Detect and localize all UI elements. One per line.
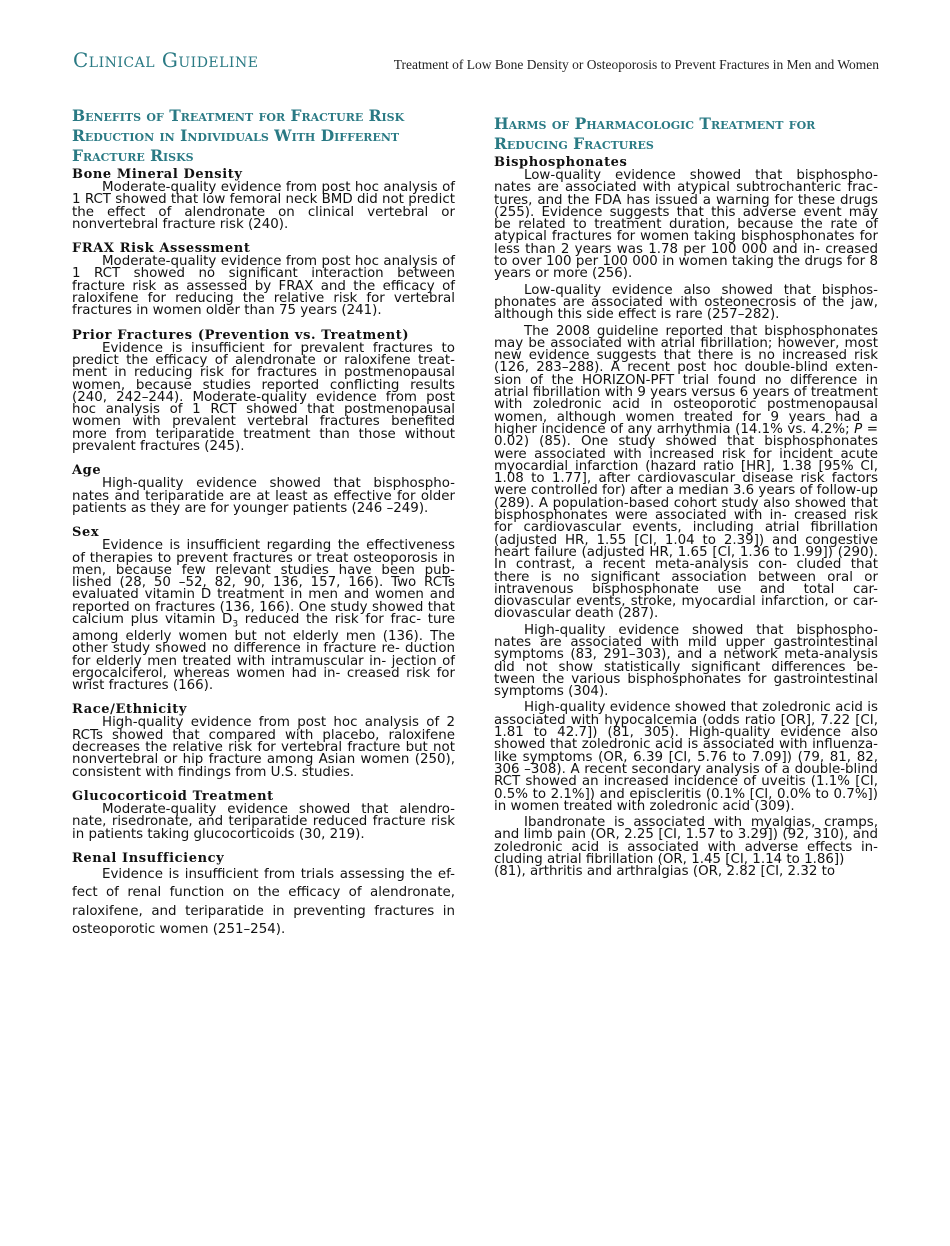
race-paragraph: High-quality evidence from post hoc analysis of 2 RCTs showed that compared with placebo, raloxifene decreases the relative risk for vertebral fracture but not nonvertebral or hip fracture among Asian women (250), consistent with findings from U.S. studies.	[72, 715, 455, 780]
brand-label: Clinical Guideline	[73, 48, 259, 72]
document-title: Treatment of Low Bone Density or Osteoporosis to Prevent Fractures in Men and Women	[393, 57, 879, 72]
left-column	[72, 106, 455, 940]
right-column	[494, 114, 878, 879]
harms-paragraph-2: Low-quality evidence also showed that bisphos- phonates are associated with osteonecrosis of the jaw, although this side effect is rare (257–282).	[494, 282, 878, 323]
sex-text-a: Evidence is insufficient regarding the effectiveness of therapies to prevent fractures or treat osteoporosis in men, because few relevant studies have been pub- lished (28, 50 –52, 82, 90, 136, 157, 166). Two RCTs evaluated vitamin D treatment in men and women and reported on fractures (136, 166). One study showed that calcium plus vitamin D	[72, 538, 455, 628]
prior-fractures-heading: Prior Fractures (Prevention vs. Treatment)	[72, 327, 410, 343]
harms-paragraph-4: High-quality evidence showed that bisphospho- nates are associated with mild upper gastrointestinal symptoms (83, 291–303), and a network meta-analysis did not show statistically significant differences be- tween the various bisphosphonates for gastrointestinal symptoms (304).	[494, 622, 878, 700]
benefits-section-title: Benefits of Treatment for Fracture Risk Reduction in Individuals With Different Fracture Risks	[72, 106, 405, 165]
glucocorticoid-heading: Glucocorticoid Treatment	[72, 788, 274, 804]
harms-paragraph-6-continued: (81), arthritis and arthralgias (OR, 2.82 [CI, 2.32 to	[494, 864, 836, 880]
renal-heading: Renal Insufficiency	[72, 850, 225, 866]
bmd-heading: Bone Mineral Density	[72, 167, 243, 182]
renal-paragraph: Evidence is insufficient from trials assessing the ef- fect of renal function on the efficacy of alendronate, raloxifene, and teriparatide in preventing fractures in osteoporotic women (251–254).	[72, 866, 455, 938]
frax-paragraph: Moderate-quality evidence from post hoc analysis of 1 RCT showed no significant interaction between fracture risk as assessed by FRAX and the efficacy of raloxifene for reducing the relative risk for vertebral fractures in women older than 75 years (241).	[72, 254, 455, 319]
harms-paragraph-6: Ibandronate is associated with myalgias, cramps, and limb pain (OR, 2.25 [CI, 1.57 to 3.29]) (92, 310), and zoledronic acid is associated with adverse effects in- cluding atrial fibrillation (OR, 1.45 [CI, 1.14 to 1.86])	[494, 815, 878, 868]
sex-text-b: reduced the risk for frac- ture among elderly women but not elderly men (136). The other study showed no difference in fracture re- duction for elderly men treated with intramuscular in- jection of ergocalciferol, whereas women had in- creased risk for wrist fractures (166).	[72, 612, 455, 694]
page-header	[73, 48, 879, 82]
p-value-symbol: P	[854, 421, 863, 437]
vitamin-d-subscript: 3	[232, 619, 239, 630]
bmd-paragraph: Moderate-quality evidence from post hoc analysis of 1 RCT showed that low femoral neck BMD did not predict the effect of alendronate on clinical vertebral or nonvertebral fracture risk (240).	[72, 180, 455, 232]
harms-paragraph-1: Low-quality evidence showed that bisphospho- nates are associated with atypical subtrochanteric frac- tures, and the FDA has issued a warning for these drugs (255). Evidence suggests that this adverse event may be related to treatment duration, because the rate of atypical fractures for women taking bisphosphonates for less than 2 years was 1.78 per 100 000 and in- creased to over 100 per 100 000 in women taking the drugs for 8 years or more (256).	[494, 168, 878, 282]
age-heading: Age	[72, 463, 102, 479]
sex-heading: Sex	[72, 525, 100, 541]
bisphosphonates-heading: Bisphosphonates	[494, 155, 628, 170]
race-heading: Race/Ethnicity	[72, 702, 188, 718]
age-paragraph: High-quality evidence showed that bisphospho- nates and teriparatide are at least as effective for older patients as they are for younger patients (246 –249).	[72, 476, 455, 516]
harms-paragraph-3-a: The 2008 guideline reported that bisphosphonates may be associated with atrial fibrillation; however, most new evidence suggests that there is no increased risk (126, 283–288). A recent post hoc double-blind exten- sion of the HORIZON-PFT trial found no difference in atrial fibrillation with 9 years versus 6 years of treatment with zoledronic acid in osteoporotic postmenopausal women, although women treated for 9 years had a higher incidence of any arrhythmia (14.1% vs. 4.2%;	[494, 323, 878, 437]
harms-section-title: Harms of Pharmacologic Treatment for Reducing Fractures	[494, 114, 816, 153]
harms-paragraph-5: High-quality evidence showed that zoledronic acid is associated with hypocalcemia (odds ratio [OR], 7.22 [CI, 1.81 to 42.7]) (81, 305). High-quality evidence also showed that zoledronic acid is associated with influenza-like symptoms (OR, 6.39 [CI, 5.76 to 7.09]) (79, 81, 82, 306 –308). A recent secondary analysis of a double-blind RCT showed an increased incidence of uveitis (1.1% [CI, 0.5% to 2.1%]) and episcleritis (0.1% [CI, 0.0% to 0.7%]) in women treated with zoledronic acid (309).	[494, 700, 878, 814]
sex-paragraph	[72, 540, 455, 692]
prior-fractures-paragraph: Evidence is insufficient for prevalent fractures to predict the efficacy of alendronate or raloxifene treat- ment in reducing risk for fractures in postmenopausal women, because studies reported conflicting results (240, 242–244). Moderate-quality evidence from post hoc analysis of 1 RCT showed that postmenopausal women with prevalent vertebral fractures benefited more from teriparatide treatment than those without prevalent fractures (245).	[72, 340, 455, 455]
harms-paragraph-3-b: = 0.02) (85). One study showed that bisphosphonates were associated with increased risk for incident acute myocardial infarction (hazard ratio [HR], 1.38 [95% CI, 1.08 to 1.77], after cardiovascular disease risk factors were controlled for) after a median 3.6 years of follow-up (289). A population-based cohort study also showed that bisphosphonates were associated with in- creased risk for cardiovascular events, including atrial fibrillation (adjusted HR, 1.55 [CI, 1.04 to 2.39]) and congestive heart failure (adjusted HR, 1.65 [CI, 1.36 to 1.99]) (290). In contrast, a recent meta-analysis con- cluded that there is no significant association between oral or intravenous bisphosphonate use and total car- diovascular events, stroke, myocardial infarction, or car- diovascular death (287).	[494, 421, 878, 622]
harms-paragraph-3	[494, 323, 878, 622]
frax-heading: FRAX Risk Assessment	[72, 241, 251, 257]
glucocorticoid-paragraph: Moderate-quality evidence showed that alendro- nate, risedronate, and teriparatide reduced fracture risk in patients taking glucocorticoids (30, 219).	[72, 801, 455, 842]
